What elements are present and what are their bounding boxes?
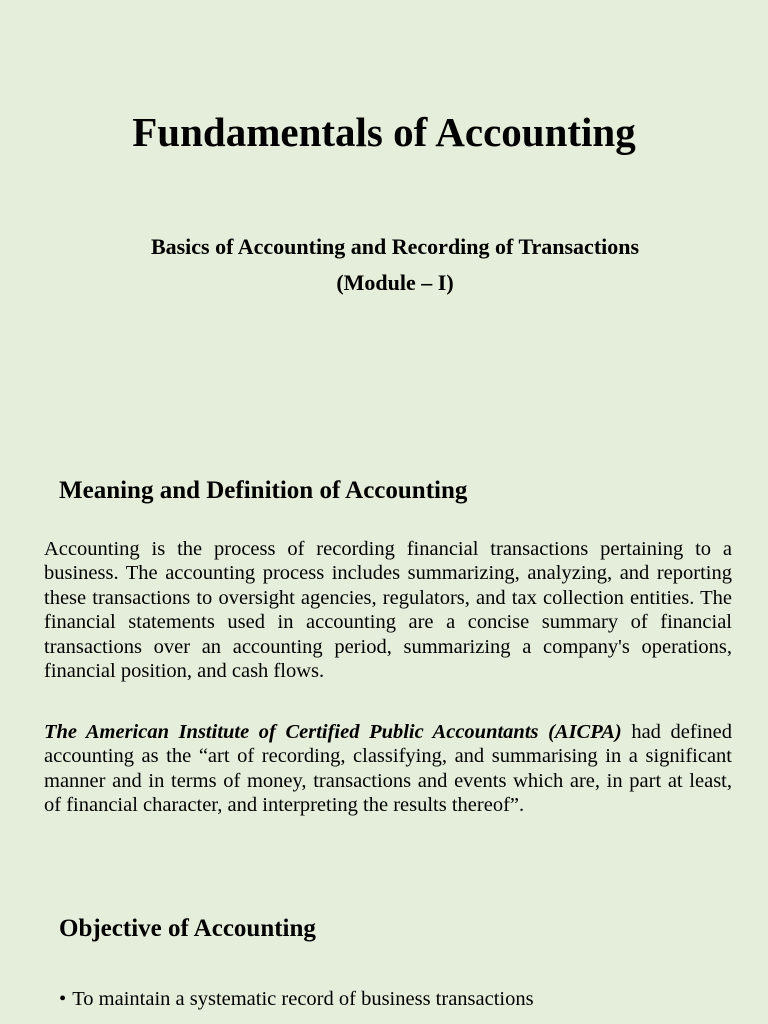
document-subtitle [0, 229, 768, 301]
aicpa-emphasis: The American Institute of Certified Public Accountants (AICPA) [44, 721, 622, 743]
aicpa-definition-text: had defined accounting as the “art of recording, classifying, and summarising in a significant manner and in terms of money, transactions and events which are, in part at least, of financial character, and interpreting the results thereof”. [44, 721, 732, 817]
list-item: • To maintain a systematic record of business transactions [59, 987, 534, 1011]
paragraph-meaning: Accounting is the process of recording financial transactions pertaining to a business. The accounting process includes summarizing, analyzing, and reporting these transactions to oversight agencies, regulators, and tax collection entities. The financial statements used in accounting are a concise summary of financial transactions over an accounting period, summarizing a company's operations, financial position, and cash flows. [44, 538, 732, 683]
subtitle-line-1: Basics of Accounting and Recording of Transactions [150, 234, 640, 259]
section-heading-meaning: Meaning and Definition of Accounting [59, 477, 468, 504]
paragraph-aicpa-definition [44, 720, 732, 818]
section-heading-objective: Objective of Accounting [59, 915, 316, 942]
subtitle-line-2: (Module – I) [336, 270, 454, 295]
objective-list [59, 987, 534, 1011]
document-title: Fundamentals of Accounting [132, 109, 636, 155]
